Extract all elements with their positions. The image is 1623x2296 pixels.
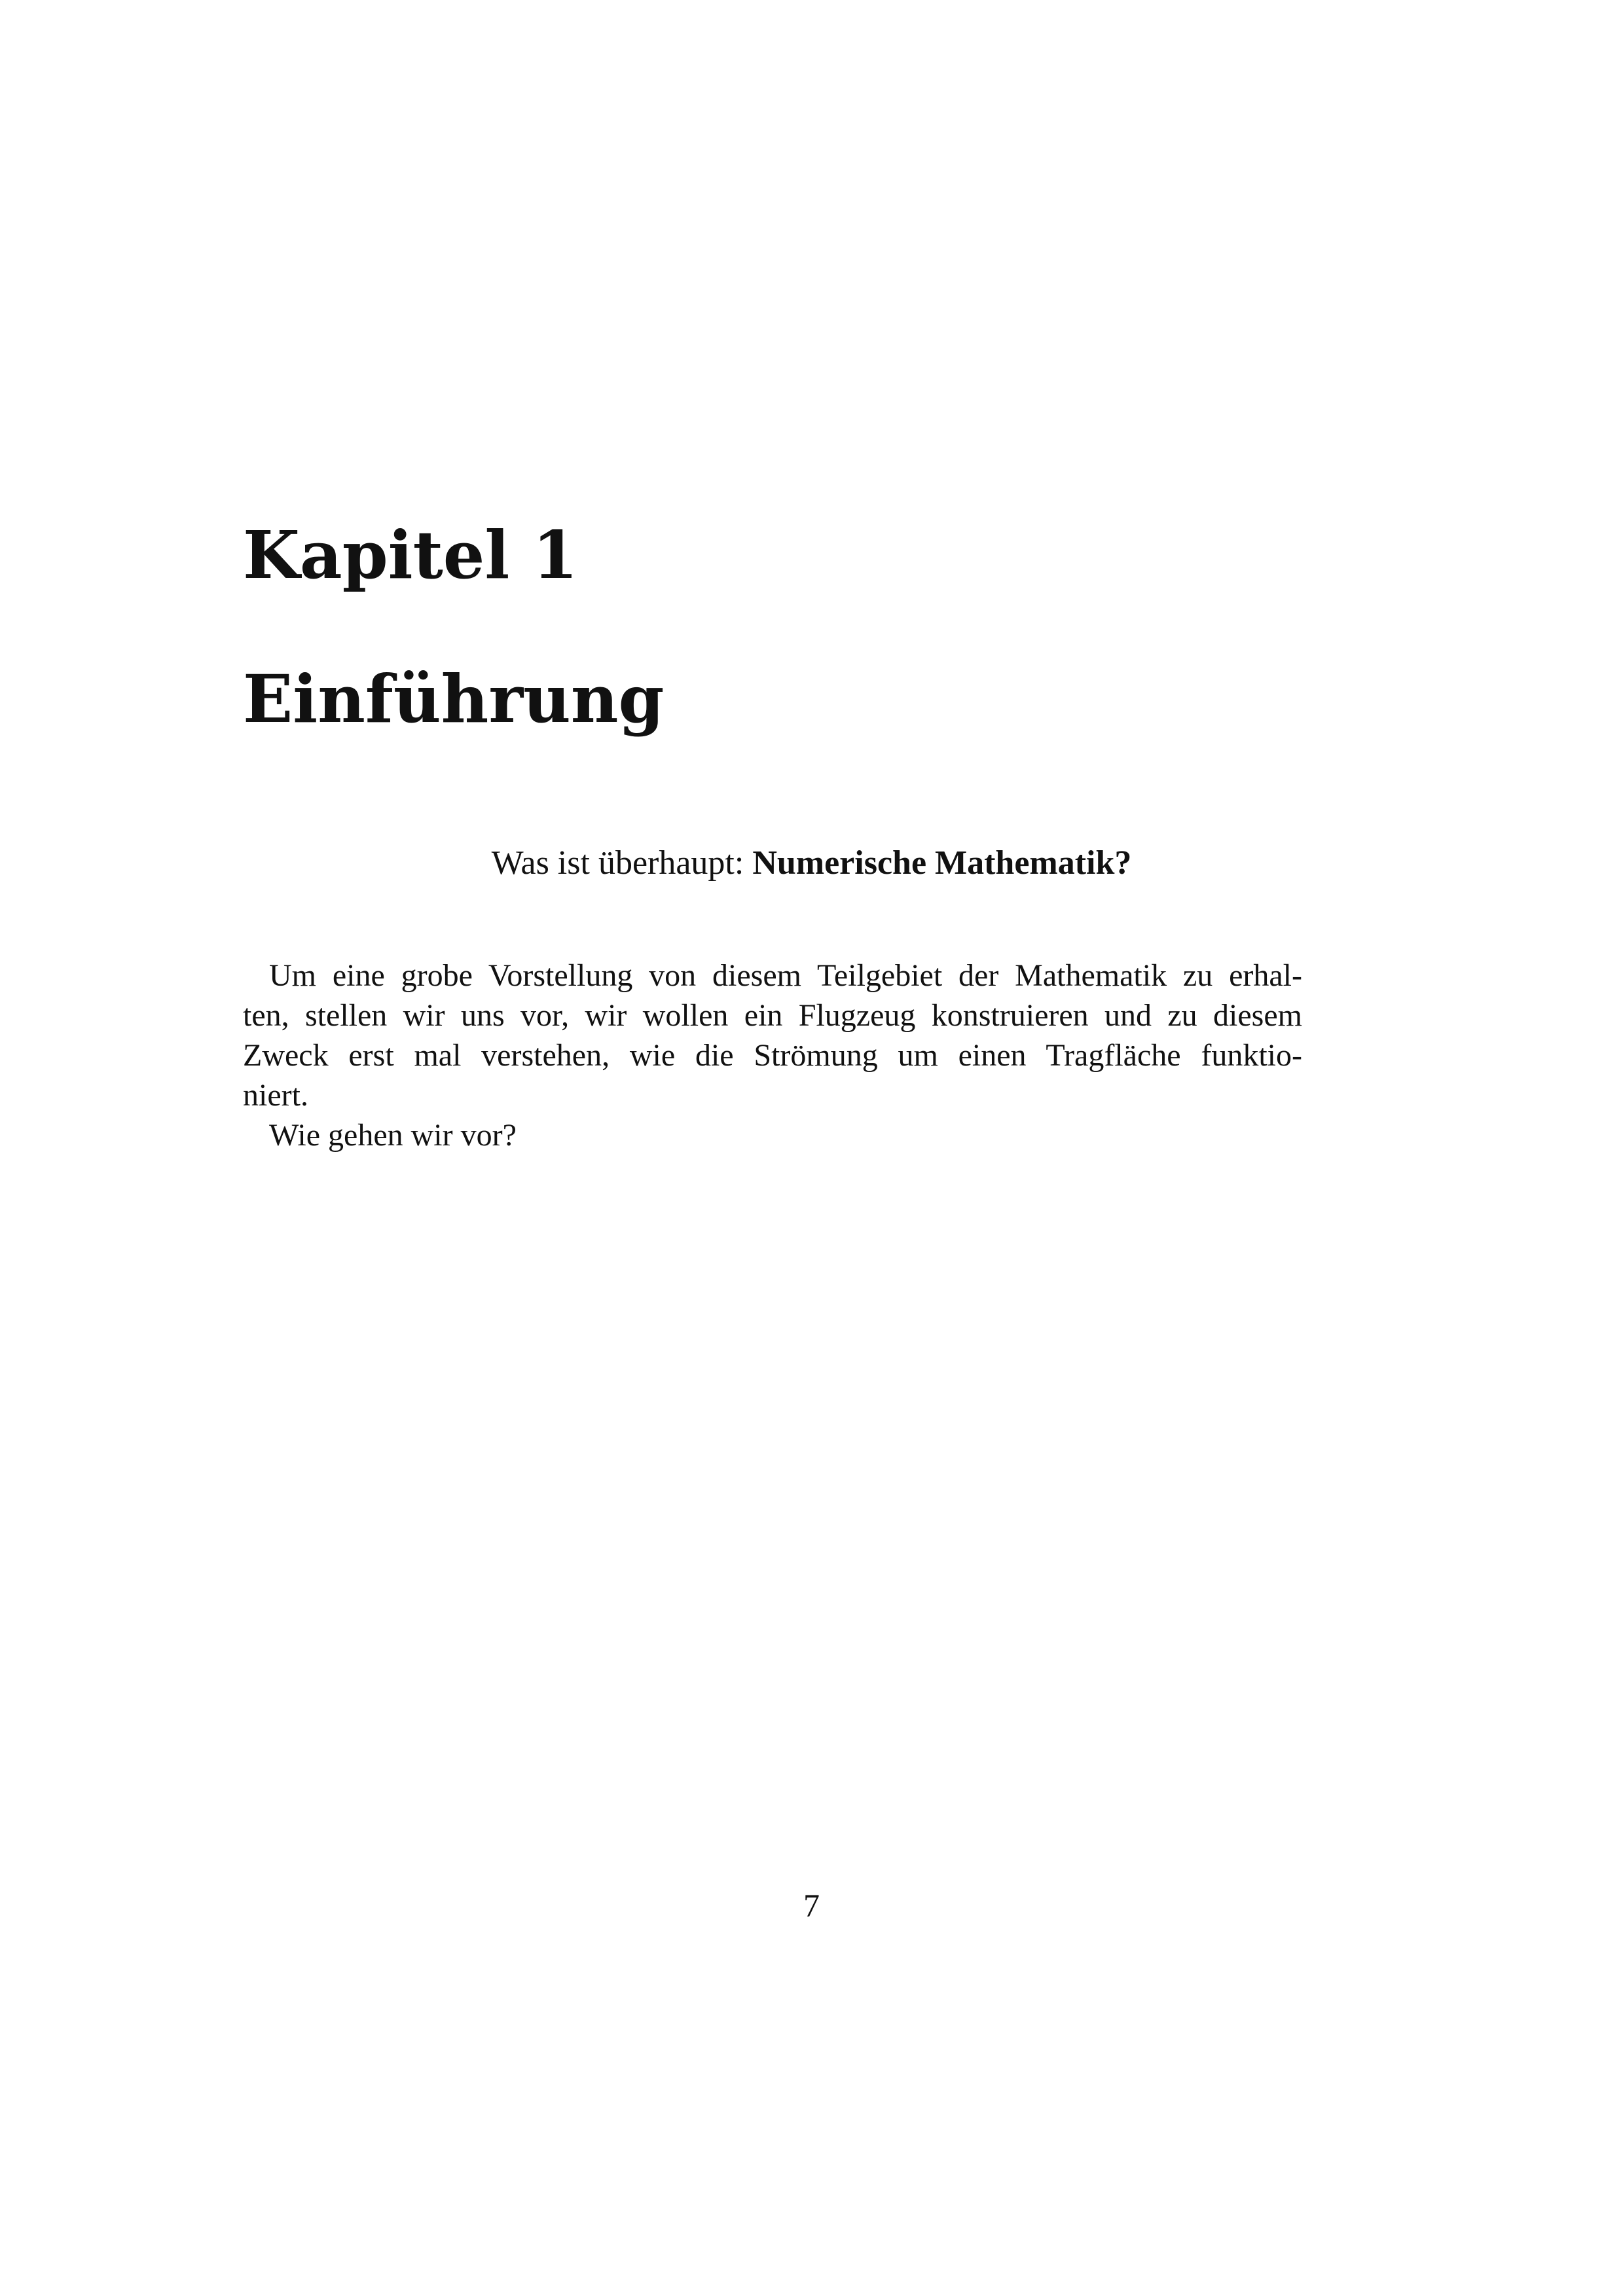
body-paragraph [243, 956, 1302, 1155]
paragraph-line: Um eine grobe Vorstellung von diesem Teilgebiet der Mathematik zu erhal- [269, 958, 1302, 993]
paragraph-line: Zweck erst mal verstehen, wie die Strömung um einen Tragfläche funktio- [243, 1038, 1302, 1073]
intro-question [0, 843, 1623, 884]
paragraph-line: niert. [243, 1078, 308, 1113]
followup-question: Wie gehen wir vor? [269, 1118, 517, 1153]
question-prefix: Was ist überhaupt: [491, 844, 744, 882]
paragraph-line: ten, stellen wir uns vor, wir wollen ein Flugzeug konstruieren und zu diesem [243, 998, 1302, 1033]
chapter-title: Einführung [243, 660, 665, 738]
page-number: 7 [803, 1887, 820, 1924]
chapter-label: Kapitel 1 [243, 516, 578, 594]
question-emphasis: Numerische Mathematik? [752, 844, 1132, 882]
